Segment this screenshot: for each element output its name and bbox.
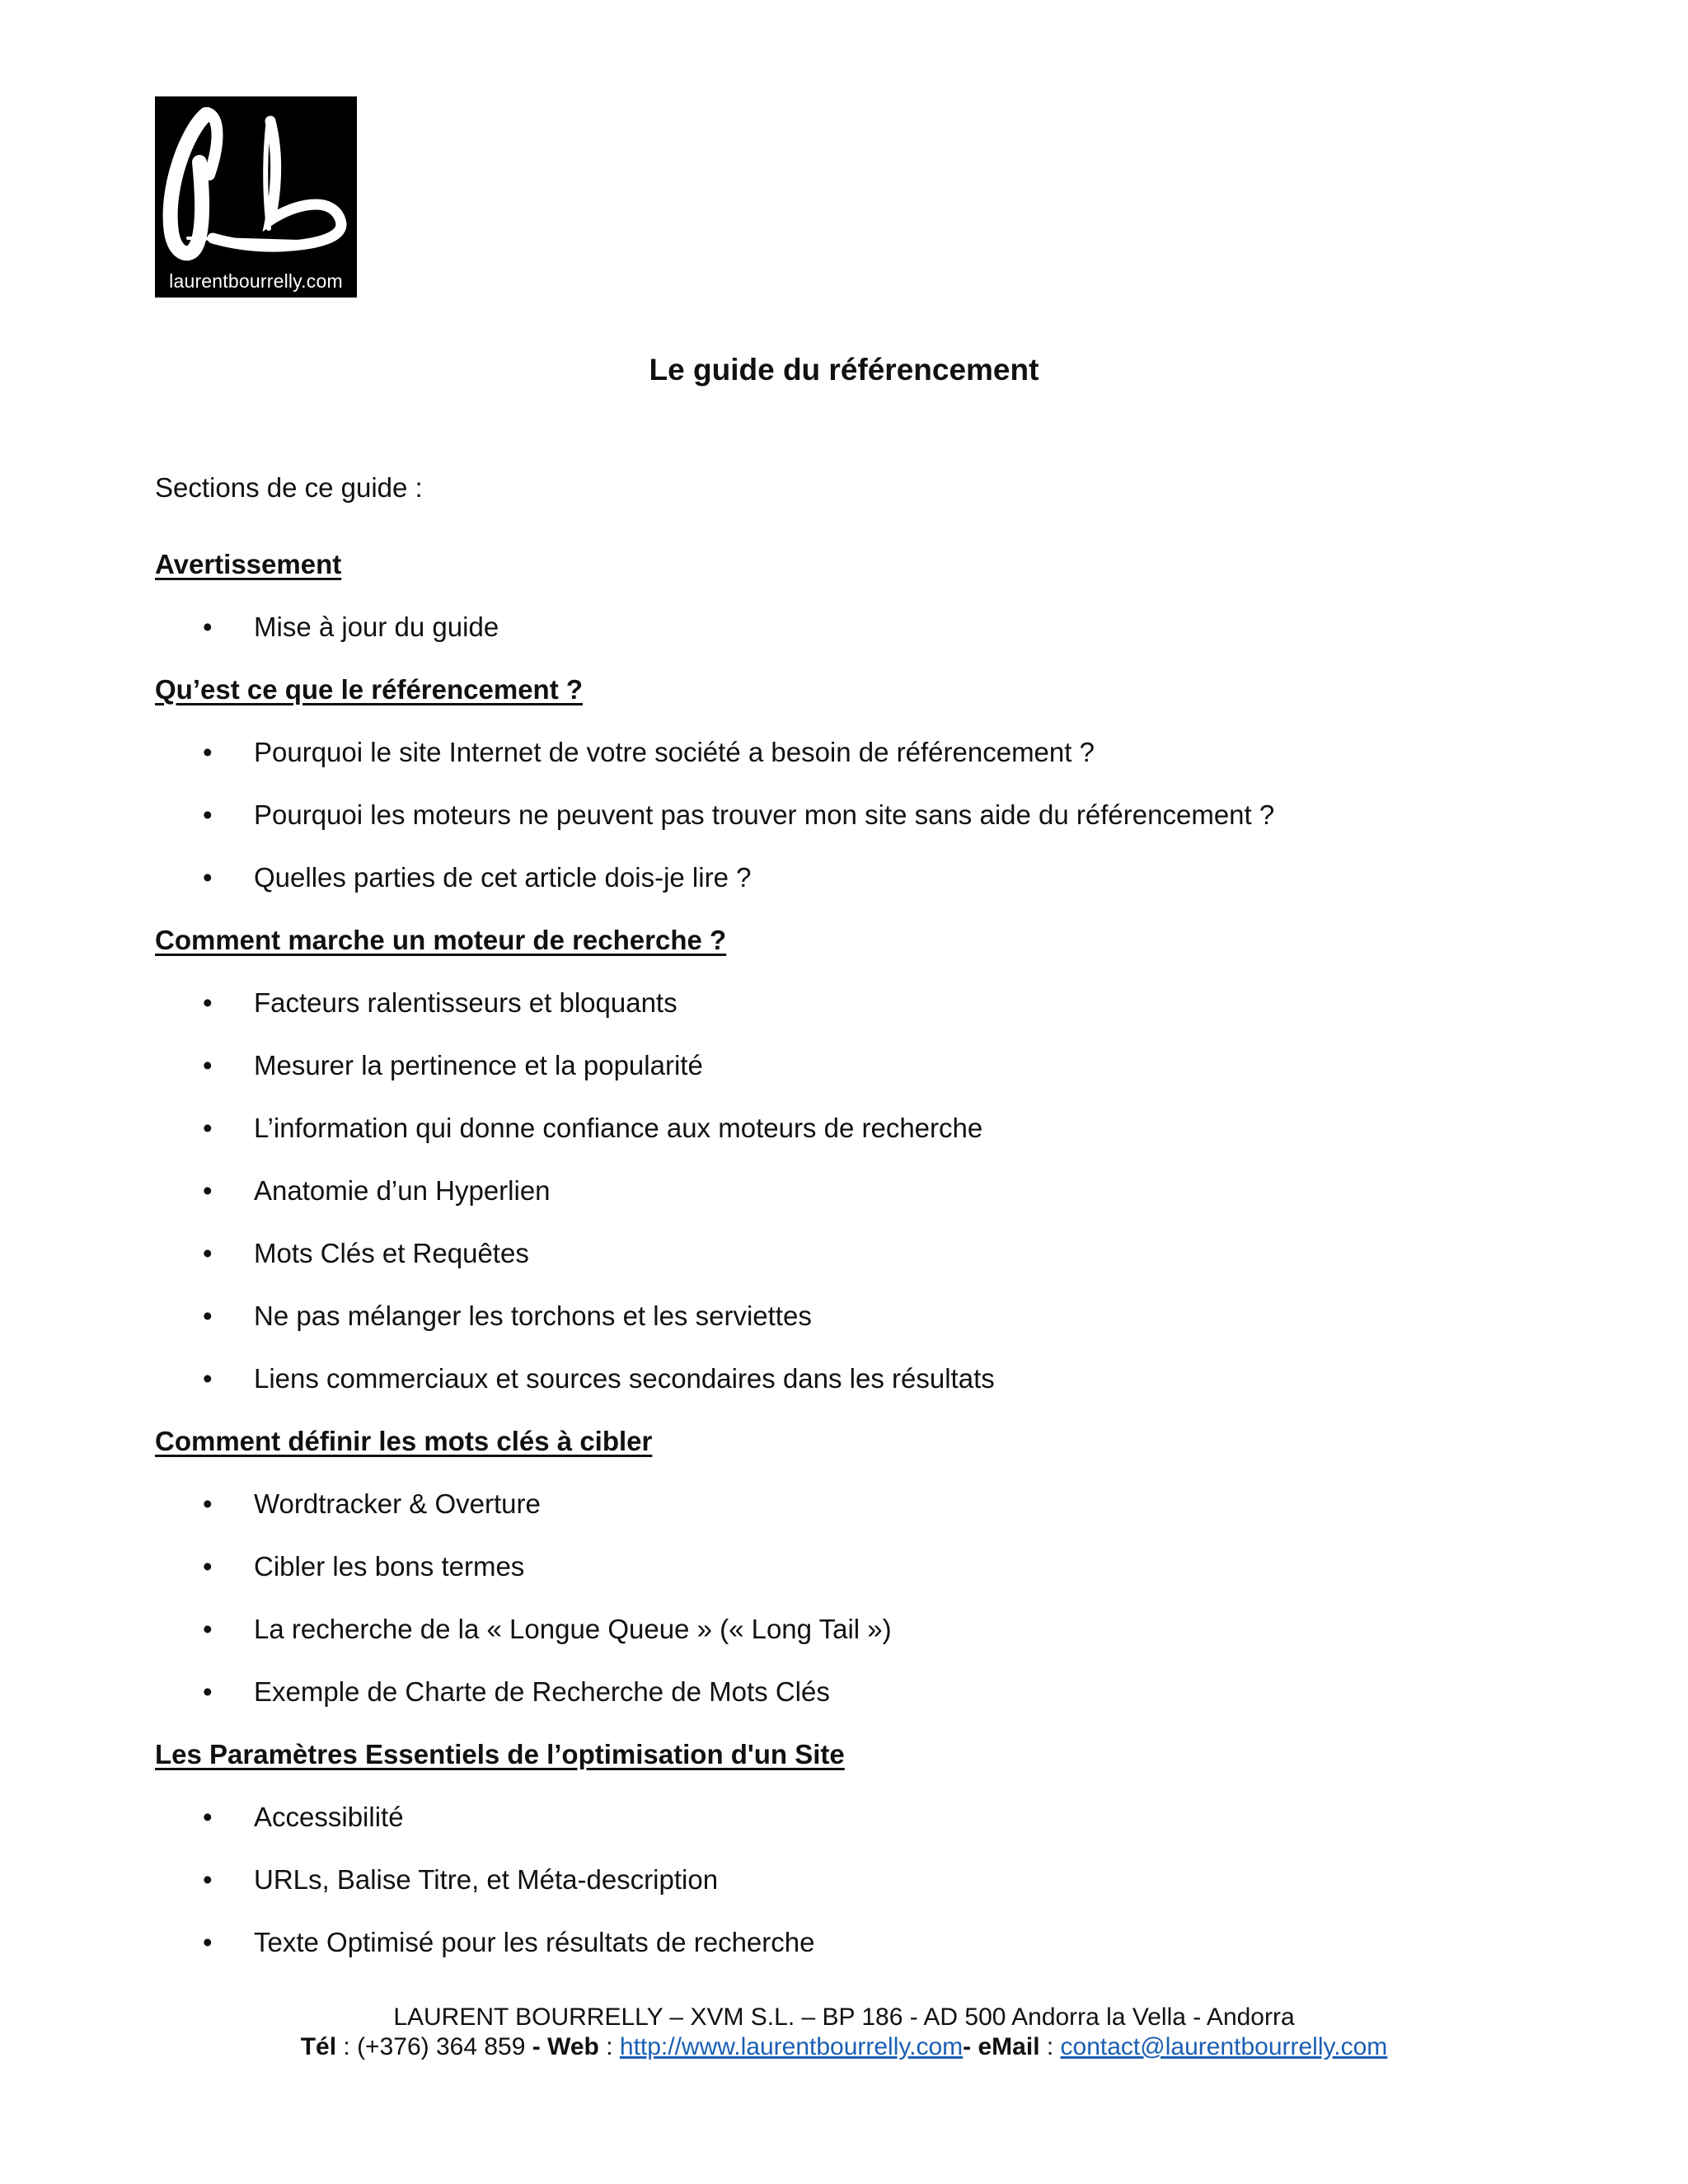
list-item — [155, 1049, 1556, 1112]
list-item — [155, 1550, 1556, 1613]
logo-monogram-icon — [155, 96, 357, 265]
list-item — [155, 1488, 1556, 1550]
list-item — [155, 1362, 1556, 1425]
list-item-text: Facteurs ralentisseurs et bloquants — [254, 987, 678, 1018]
bullet-icon: • — [203, 862, 213, 893]
footer — [0, 2003, 1688, 2062]
list-item-text: Accessibilité — [254, 1802, 404, 1832]
footer-mail-label: eMail — [978, 2033, 1040, 2060]
list-item-text: Wordtracker & Overture — [254, 1488, 541, 1519]
bullet-icon: • — [203, 737, 213, 767]
bullet-icon: • — [203, 987, 213, 1018]
list-item-text: Exemple de Charte de Recherche de Mots Clés — [254, 1676, 830, 1707]
list-item — [155, 1801, 1556, 1863]
list-item-text: Mots Clés et Requêtes — [254, 1238, 529, 1268]
bullet-icon: • — [203, 612, 213, 642]
section-item-list — [155, 611, 1556, 673]
bullet-icon: • — [203, 1488, 213, 1519]
bullet-icon: • — [203, 1864, 213, 1895]
bullet-icon: • — [203, 1802, 213, 1832]
page-title: Le guide du référencement — [649, 353, 1039, 387]
list-item-text: Pourquoi les moteurs ne peuvent pas trouver mon site sans aide du référencement ? — [254, 799, 1275, 830]
list-item — [155, 1237, 1556, 1300]
section-heading: Les Paramètres Essentiels de l’optimisation d'un Site — [155, 1739, 845, 1769]
logo-caption: laurentbourrelly.com — [169, 270, 343, 292]
bullet-icon: • — [203, 1238, 213, 1268]
list-item-text: Anatomie d’un Hyperlien — [254, 1175, 551, 1206]
footer-mail-sep: : — [1039, 2033, 1061, 2060]
section-heading: Comment marche un moteur de recherche ? — [155, 925, 727, 955]
bullet-icon: • — [203, 1927, 213, 1957]
section-heading: Comment définir les mots clés à cibler — [155, 1426, 653, 1456]
bullet-icon: • — [203, 1551, 213, 1582]
footer-web-sep: : — [598, 2033, 620, 2060]
list-item — [155, 1863, 1556, 1926]
list-item — [155, 987, 1556, 1049]
footer-address: LAURENT BOURRELLY – XVM S.L. – BP 186 - AD 500 Andorra la Vella - Andorra — [393, 2004, 1295, 2031]
list-item-text: Liens commerciaux et sources secondaires dans les résultats — [254, 1363, 995, 1394]
footer-contact-line — [0, 2032, 1688, 2062]
list-item-text: Mise à jour du guide — [254, 612, 499, 642]
logo — [155, 96, 357, 298]
section-heading: Qu’est ce que le référencement ? — [155, 674, 584, 705]
section-heading: Avertissement — [155, 549, 342, 579]
list-item — [155, 1300, 1556, 1362]
list-item — [155, 861, 1556, 924]
list-item — [155, 1112, 1556, 1174]
bullet-icon: • — [203, 1676, 213, 1707]
section-item-list — [155, 987, 1556, 1425]
footer-tel-value: (+376) 364 859 — [357, 2033, 526, 2060]
footer-tel-sep: : — [336, 2033, 358, 2060]
table-of-contents — [155, 548, 1556, 1989]
bullet-icon: • — [203, 1175, 213, 1206]
bullet-icon: • — [203, 1614, 213, 1644]
list-item-text: Cibler les bons termes — [254, 1551, 525, 1582]
list-item-text: Mesurer la pertinence et la popularité — [254, 1050, 703, 1080]
list-item-text: L’information qui donne confiance aux moteurs de recherche — [254, 1113, 983, 1143]
bullet-icon: • — [203, 1301, 213, 1331]
list-item — [155, 736, 1556, 799]
footer-web-label: Web — [547, 2033, 599, 2060]
bullet-icon: • — [203, 799, 213, 830]
list-item-text: Texte Optimisé pour les résultats de recherche — [254, 1927, 815, 1957]
footer-tel-label: Tél — [300, 2033, 337, 2060]
list-item — [155, 611, 1556, 673]
bullet-icon: • — [203, 1113, 213, 1143]
footer-email-link[interactable]: contact@laurentbourrelly.com — [1060, 2033, 1388, 2060]
section-item-list — [155, 736, 1556, 924]
bullet-icon: • — [203, 1050, 213, 1080]
list-item — [155, 1174, 1556, 1237]
list-item — [155, 1613, 1556, 1675]
footer-web-link[interactable]: http://www.laurentbourrelly.com — [619, 2033, 964, 2060]
section-item-list — [155, 1801, 1556, 1989]
list-item-text: URLs, Balise Titre, et Méta-description — [254, 1864, 719, 1895]
footer-mail-sep-before: - — [963, 2033, 978, 2060]
list-item — [155, 1926, 1556, 1989]
intro-text: Sections de ce guide : — [155, 472, 423, 503]
section-item-list — [155, 1488, 1556, 1738]
list-item-text: Ne pas mélanger les torchons et les serviettes — [254, 1301, 812, 1331]
footer-web-sep-before: - — [525, 2033, 548, 2060]
bullet-icon: • — [203, 1363, 213, 1394]
list-item — [155, 1675, 1556, 1738]
list-item — [155, 799, 1556, 861]
list-item-text: La recherche de la « Longue Queue » (« Long Tail ») — [254, 1614, 892, 1644]
list-item-text: Pourquoi le site Internet de votre société a besoin de référencement ? — [254, 737, 1095, 767]
list-item-text: Quelles parties de cet article dois-je lire ? — [254, 862, 752, 893]
